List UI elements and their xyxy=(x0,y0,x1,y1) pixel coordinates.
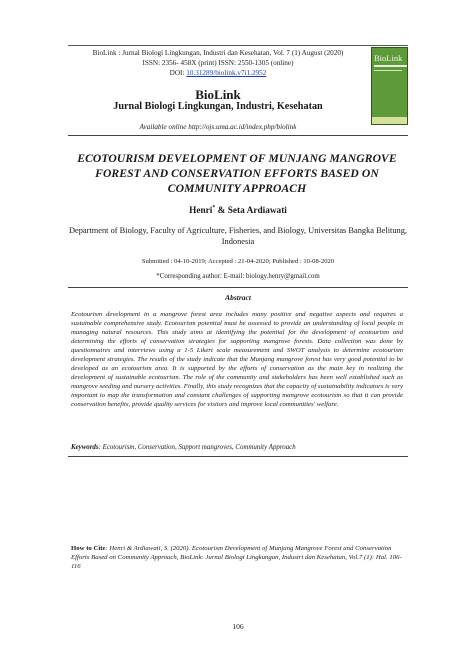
header-divider xyxy=(68,135,408,136)
coauthor-name: & Seta Ardiawati xyxy=(215,206,287,217)
cover-title: BioLink xyxy=(374,53,403,63)
doi-line xyxy=(68,68,368,78)
authors xyxy=(68,205,408,216)
affiliation: Department of Biology, Faculty of Agriculture, Fisheries, and Biology, Universitas Bangka Belitung, Indonesia xyxy=(68,226,408,246)
cite-label: How to Cite xyxy=(71,545,106,552)
abstract-heading: Abstract xyxy=(225,293,251,302)
journal-volume-line: BioLink : Jurnal Biologi Lingkungan, Industri dan Kesehatan, Vol. 7 (1) August (2020) xyxy=(92,49,344,57)
top-rule xyxy=(68,45,408,46)
journal-name: Jurnal Biologi Lingkungan, Industri, Kesehatan xyxy=(113,101,323,112)
cover-subtitle-bar xyxy=(374,70,402,71)
keywords xyxy=(71,444,403,451)
issn-line: ISSN: 2356- 458X (print) ISSN: 2550-1305 (online) xyxy=(142,59,294,67)
doi-label: DOI: xyxy=(169,69,187,77)
abstract-top-rule xyxy=(68,287,408,288)
how-to-cite xyxy=(71,544,405,572)
keywords-label: Keywords xyxy=(71,444,99,451)
online-availability[interactable]: Available online http://ojs.uma.ac.id/index.php/biolink xyxy=(139,123,297,131)
abstract-body: Ecotourism development in a mangrove forest area includes many positive and negative aspects and requires a sustainable comprehensive study. Ecotourism potential must be assessed to provide an understanding of local people in managing natural resources. This study aims at identifying the potential for the development of ecotourism and determining the efforts of conservation strategies for supporting mangrove forests. Data collection was done by questionnaires and interviews using a 1-5 Likert scale measurement and SWOT analysis to determine ecotourism development strategies. The results of the study indicate that the Munjang mangrove forest has very good potential to be developed as an ecotourism area. It is supported by the efforts of conservation as the main key in realizing the development of sustainable ecotourism. The role of the community and stakeholders has been well established such as mangrove seeding and nursery activities. Finally, this study recognizes that the capacity of sustainability indicators is very important to map the transformation and constant challenges of supporting mangrove ecotourism so that it can provide conservation benefits, provide quality services for visitors and improve local communities' welfare. xyxy=(71,311,403,408)
journal-cover-image xyxy=(371,47,408,125)
corresponding-mark: * xyxy=(212,205,216,211)
author-name: Henri xyxy=(189,206,213,217)
submission-dates: Submitted : 04-10-2019; Accepted : 21-04-2020; Published : 10-08-2020 xyxy=(141,258,335,265)
cite-text: : Henri & Ardiawati, S. (2020). Ecotourism Development of Munjang Mangrove Forest and Conservation Efforts Based on Community Approach, BioLink: Jurnal Biologi Lingkungan, Industri dan Kesehatan, Vol.7 (1): Hal. 106-116 xyxy=(71,545,402,571)
doi-link[interactable]: 10.31289/biolink.v7i1.2952 xyxy=(186,69,267,77)
article-title: ECOTOURISM DEVELOPMENT OF MUNJANG MANGROVE FOREST AND CONSERVATION EFFORTS BASED ON COMMUNITY APPROACH xyxy=(77,152,397,195)
keywords-text: : Ecotourism, Conservation, Support mangroves, Community Approach xyxy=(98,444,296,451)
page-number: 106 xyxy=(232,622,244,631)
cover-bottom-band xyxy=(372,117,408,124)
abstract-bottom-rule xyxy=(68,456,408,457)
journal-brand: BioLink xyxy=(195,87,241,102)
cover-subtitle-bar xyxy=(374,65,407,67)
corresponding-author: *Corresponding author: E-mail: biology.henry@gmail.com xyxy=(156,273,320,280)
